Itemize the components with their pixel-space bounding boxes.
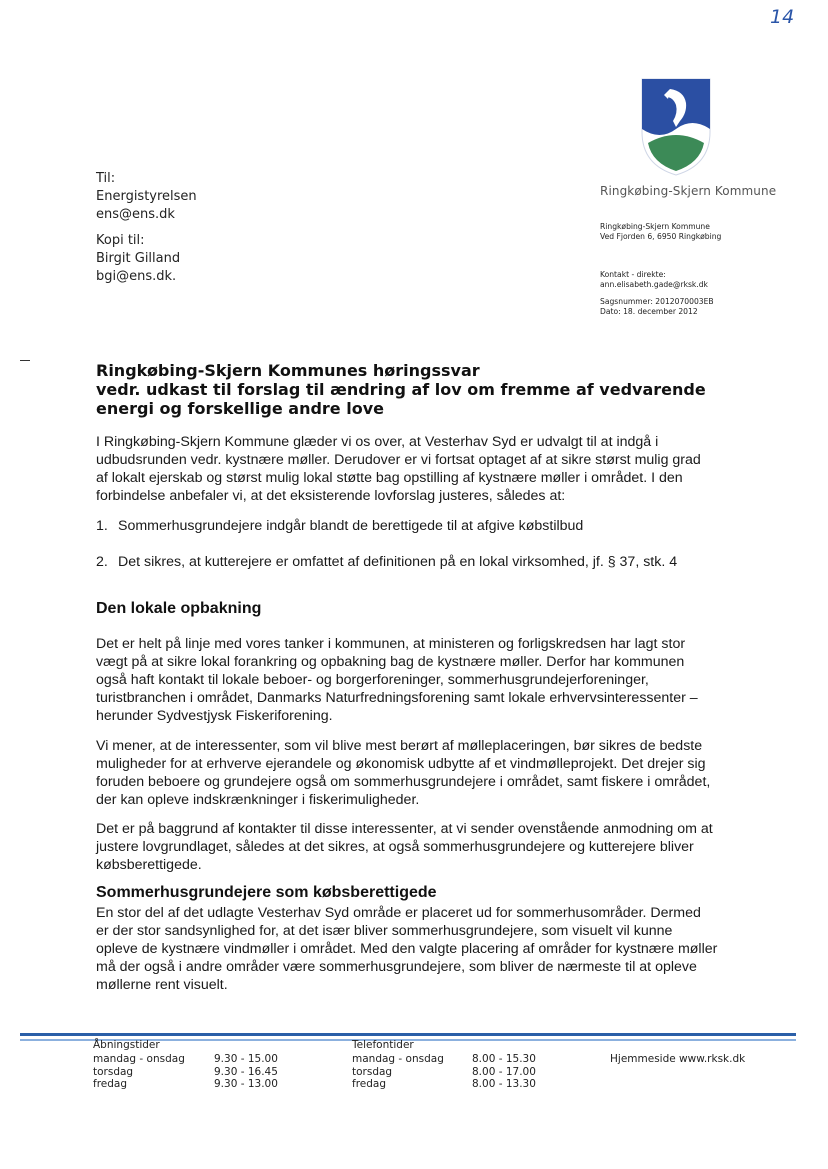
footer-day: fredag <box>352 1078 387 1090</box>
paragraph <box>96 635 752 725</box>
text-line: af lokalt ejerskab og størst mulig lokal støtte bag opstilling af kystnære møller i området. I den <box>96 470 683 486</box>
case-number: Sagsnummer: 2012070003EB <box>600 297 714 306</box>
text-line: udbudsrunden vedr. kystnære møller. Derudover er vi fortsat optaget af at sikre størst mulig grad <box>96 452 701 468</box>
footer-time: 9.30 - 15.00 <box>214 1053 278 1065</box>
paragraph <box>96 737 752 809</box>
title-line: energi og forskellige andre love <box>96 399 384 418</box>
cc-block <box>96 232 180 286</box>
letter-date: Dato: 18. december 2012 <box>600 307 698 316</box>
opening-hours-label: Åbningstider <box>93 1039 160 1051</box>
text-line: må der også i andre områder være sommerhusgrundejere, som bliver de nærmeste til at opleve <box>96 959 697 975</box>
page-number: 14 <box>770 6 795 28</box>
to-name: Energistyrelsen <box>96 189 197 204</box>
to-email: ens@ens.dk <box>96 207 175 222</box>
case-info <box>600 297 714 317</box>
phone-hours-times <box>472 1053 536 1091</box>
letter-title <box>96 361 716 418</box>
footer-time: 8.00 - 15.30 <box>472 1053 536 1065</box>
coat-of-arms-logo <box>640 77 712 177</box>
phone-hours-days <box>352 1053 444 1091</box>
text-line: også haft kontakt til lokale beboer- og borgerforeninger, sommerhusgrundejerforeninger, <box>96 672 649 688</box>
list-number: 1. <box>96 518 108 534</box>
footer-time: 8.00 - 17.00 <box>472 1065 536 1078</box>
text-line: vægt på at sikre lokal forankring og opbakning bag de kystnære møller. Derfor har kommunen <box>96 654 685 670</box>
paragraph <box>96 904 752 994</box>
list-item <box>96 553 677 571</box>
cc-email: bgi@ens.dk. <box>96 269 177 284</box>
list-text: Det sikres, at kutterejere er omfattet af definitionen på en lokal virksomhed, jf. § 37, stk. 4 <box>118 554 678 570</box>
opening-hours-times <box>214 1053 278 1091</box>
cc-name: Birgit Gilland <box>96 251 181 266</box>
recipient-block <box>96 170 197 224</box>
footer-day: fredag <box>93 1078 128 1090</box>
contact-email: ann.elisabeth.gade@rksk.dk <box>600 280 708 289</box>
text-line: Vi mener, at de interessenter, som vil blive mest berørt af mølleplaceringen, bør sikres de bedste <box>96 738 703 754</box>
text-line: møllerne rent visuelt. <box>96 977 228 993</box>
text-line: købsberettigede. <box>96 857 202 873</box>
text-line: er der stor sandsynlighed for, at det især bliver sommerhusgrundejere, som visuelt vil kunne <box>96 923 673 939</box>
text-line: Det er helt på linje med vores tanker i kommunen, at ministeren og forligskredsen har lagt stor <box>96 636 686 652</box>
text-line: forbindelse anbefaler vi, at det eksisterende lovforslag justeres, således at: <box>96 488 566 504</box>
opening-hours-days <box>93 1053 185 1091</box>
text-line: Det er på baggrund af kontakter til disse interessenter, at vi sender ovenstående anmodning om at <box>96 821 713 837</box>
text-line: muligheder for at erhverve ejerandele og økonomisk udbytte af et vindmølleprojekt. Det drejer sig <box>96 756 706 772</box>
sender-address <box>600 222 721 242</box>
text-line: I Ringkøbing-Skjern Kommune glæder vi os over, at Vesterhav Syd er udvalgt til at indgå i <box>96 434 659 450</box>
text-line: der kan opleve indskrænkninger i fiskerimuligheder. <box>96 792 420 808</box>
section-heading: Sommerhusgrundejere som købsberettigede <box>96 884 437 901</box>
text-line: foruden beboere og grundejere også om sommerhusgrundejere i området, samt fiskere i området, <box>96 774 711 790</box>
footer-day: mandag - onsdag <box>352 1053 444 1065</box>
text-line: opleve de kystnære vindmøller i området. Med den valgte placering af områder for kystnære møller <box>96 941 718 957</box>
footer-time: 8.00 - 13.30 <box>472 1078 536 1090</box>
sender-address-street: Ved Fjorden 6, 6950 Ringkøbing <box>600 232 722 241</box>
intro-paragraph <box>96 433 752 505</box>
title-line: Ringkøbing-Skjern Kommunes høringssvar <box>96 361 480 380</box>
to-label: Til: <box>96 171 116 186</box>
footer-day: mandag - onsdag <box>93 1053 185 1065</box>
text-line: herunder Sydvestjysk Fiskeriforening. <box>96 708 333 724</box>
sender-address-name: Ringkøbing-Skjern Kommune <box>600 222 710 231</box>
footer-time: 9.30 - 16.45 <box>214 1065 278 1078</box>
list-text: Sommerhusgrundejere indgår blandt de berettigede til at afgive købstilbud <box>118 518 584 534</box>
website-link[interactable]: Hjemmeside www.rksk.dk <box>610 1053 746 1065</box>
footer-day: torsdag <box>93 1065 134 1078</box>
text-line: En stor del af det udlagte Vesterhav Syd område er placeret ud for sommerhusområder. Dermed <box>96 905 701 921</box>
footer-rule <box>20 1033 796 1036</box>
sender-name: Ringkøbing-Skjern Kommune <box>600 184 777 198</box>
phone-hours-label: Telefontider <box>352 1039 414 1051</box>
sender-contact <box>600 270 708 290</box>
contact-label: Kontakt - direkte: <box>600 270 666 279</box>
footer-time: 9.30 - 13.00 <box>214 1078 278 1090</box>
margin-mark <box>20 360 30 361</box>
text-line: justere lovgrundlaget, således at det sikres, at også sommerhusgrundejere og kutterejere bliver <box>96 839 694 855</box>
list-item <box>96 517 583 535</box>
section-heading: Den lokale opbakning <box>96 600 262 617</box>
footer-day: torsdag <box>352 1065 393 1078</box>
paragraph <box>96 820 752 874</box>
cc-label: Kopi til: <box>96 233 145 248</box>
list-number: 2. <box>96 554 108 570</box>
text-line: turistbranchen i området, Danmarks Naturfredningsforening samt lokale erhvervsinteressenter – <box>96 690 698 706</box>
title-line: vedr. udkast til forslag til ændring af lov om fremme af vedvarende <box>96 380 706 399</box>
